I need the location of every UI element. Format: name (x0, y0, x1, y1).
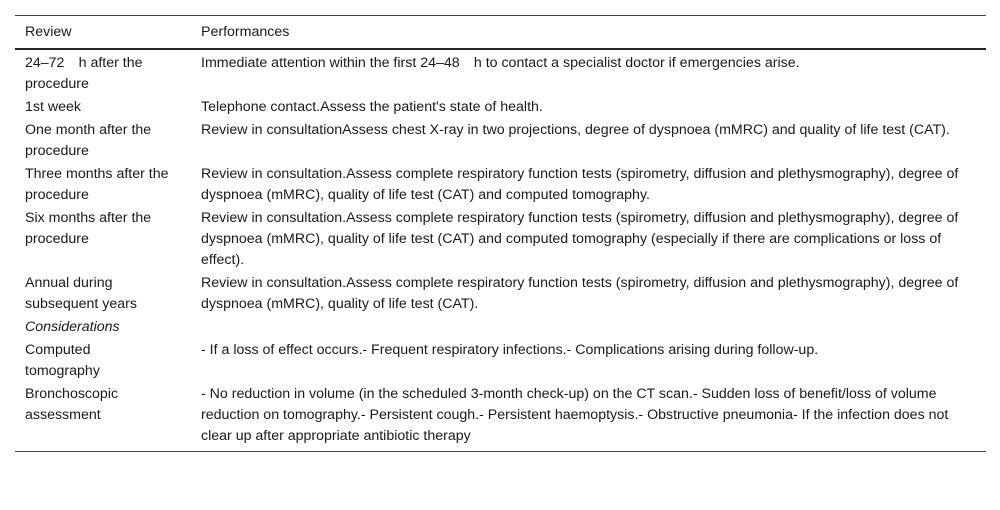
performance-cell: Review in consultation.Assess complete respiratory function tests (spirometry, diffusion and plethysmography), degree of dyspnoea (mMRC), quality of life test (CAT) and computed tomography. (201, 166, 963, 203)
table-row (15, 272, 986, 316)
column-header-review: Review (25, 24, 72, 40)
table-row (15, 383, 986, 452)
empty-cell (191, 316, 986, 339)
follow-up-table (15, 15, 986, 452)
column-header-performances: Performances (201, 24, 290, 40)
table-row (15, 119, 986, 163)
performance-cell: Immediate attention within the first 24–48 h to contact a specialist doctor if emergencies arise. (201, 55, 800, 71)
consideration-label-cell (15, 383, 191, 452)
table-row (15, 339, 986, 383)
header-row (15, 16, 986, 50)
performance-cell: Review in consultation.Assess complete respiratory function tests (spirometry, diffusion and plethysmography), degree of dyspnoea (mMRC), quality of life test (CAT) and computed tomography (especially if there are complications or loss of effect). (201, 210, 963, 268)
consideration-text-cell: - No reduction in volume (in the scheduled 3-month check-up) on the CT scan.- Sudden loss of benefit/loss of volume reduction on tomography.- Persistent cough.- Persistent haemoptysis.- Obstructive pneumonia- If the infection does not clear up after appropriate antibiotic therapy (201, 386, 953, 444)
performance-cell: Telephone contact.Assess the patient's state of health. (201, 99, 543, 115)
consideration-label-first: Bronchoscopic (25, 386, 119, 402)
review-cell: 24–72 h after the procedure (25, 55, 147, 92)
table-row (15, 207, 986, 272)
table-row (15, 96, 986, 119)
consideration-label-first: Computed (25, 342, 91, 358)
performance-cell: Review in consultationAssess chest X-ray in two projections, degree of dyspnoea (mMRC) and quality of life test (CAT). (201, 122, 950, 138)
follow-up-table-container (15, 15, 986, 452)
considerations-heading: Considerations (25, 319, 120, 335)
performance-cell: Review in consultation.Assess complete respiratory function tests (spirometry, diffusion and plethysmography), degree of dyspnoea (mMRC), quality of life test (CAT). (201, 275, 963, 312)
review-cell: Three months after the procedure (25, 166, 173, 203)
review-cell: One month after the procedure (25, 122, 156, 159)
consideration-text-cell: - If a loss of effect occurs.- Frequent respiratory infections.- Complications arising during follow-up. (201, 342, 819, 358)
consideration-label-cell (15, 339, 191, 383)
table-row (15, 163, 986, 207)
review-cell: Six months after the procedure (25, 210, 156, 247)
consideration-label-rest: tomography (25, 363, 100, 379)
table-header (15, 16, 986, 50)
table-row (15, 49, 986, 96)
considerations-header-row (15, 316, 986, 339)
consideration-label-rest: assessment (25, 407, 101, 423)
review-cell: 1st week (25, 99, 81, 115)
table-body (15, 49, 986, 452)
review-cell: Annual during subsequent years (25, 275, 137, 312)
